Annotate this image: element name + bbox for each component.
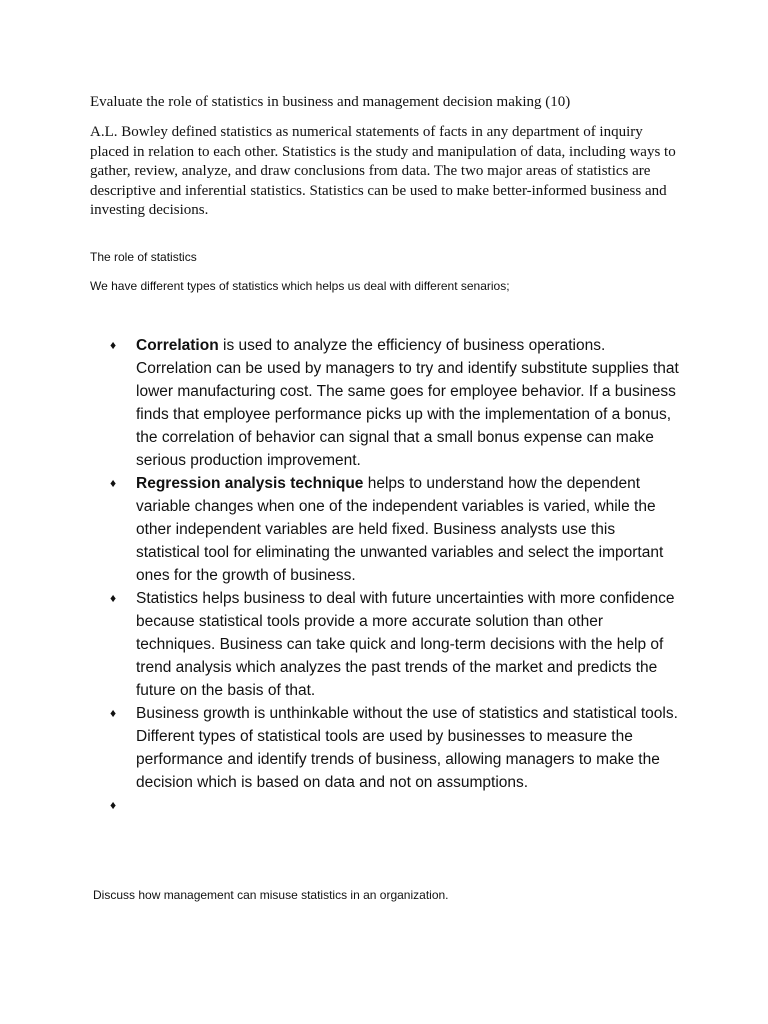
list-item <box>110 472 680 587</box>
question-heading: Evaluate the role of statistics in business and management decision making (10) <box>90 94 571 110</box>
bullet-text: is used to analyze the efficiency of business operations. Correlation can be used by managers to try and identify substitute supplies that lower manufacturing cost. The same goes for employee behavior. If a business finds that employee performance picks up with the implementation of a bonus, the correlation of behavior can signal that a small bonus expense can make serious production improvement. <box>136 337 679 469</box>
list-item <box>110 702 680 794</box>
bullet-text: helps to understand how the dependent variable changes when one of the independent variables is varied, while the other independent variables are held fixed. Business analysts use this statistical tool for eliminating the unwanted variables and select the important ones for the growth of business. <box>136 475 664 584</box>
bullet-term: Correlation <box>136 337 219 354</box>
types-of-statistics-line: We have different types of statistics which helps us deal with different senarios; <box>90 279 510 293</box>
bullet-text: Business growth is unthinkable without the use of statistics and statistical tools. Different types of statistical tools are used by businesses to measure the performance and identify trends of business, allowing managers to make the decision which is based on data and not on assumptions. <box>136 705 678 791</box>
misuse-question: Discuss how management can misuse statistics in an organization. <box>93 888 449 902</box>
statistics-bullet-list <box>110 334 680 817</box>
list-item <box>110 587 680 702</box>
list-item <box>110 334 680 472</box>
bullet-text: Statistics helps business to deal with future uncertainties with more confidence because statistical tools provide a more accurate solution than other techniques. Business can take quick and long-term decisions with the help of trend analysis which analyzes the past trends of the market and predicts the future on the basis of that. <box>136 590 675 699</box>
diamond-bullet-icon: ♦ <box>110 798 117 812</box>
diamond-bullet-icon: ♦ <box>110 706 117 720</box>
diamond-bullet-icon: ♦ <box>110 338 117 352</box>
diamond-bullet-icon: ♦ <box>110 476 117 490</box>
role-of-statistics-heading: The role of statistics <box>90 250 197 264</box>
list-item <box>110 794 680 817</box>
bullet-term: Regression analysis technique <box>136 475 364 492</box>
intro-paragraph: A.L. Bowley defined statistics as numerical statements of facts in any department of inquiry placed in relation to each other. Statistics is the study and manipulation of data, including ways to gather, review, analyze, and draw conclusions from data. The two major areas of statistics are descriptive and inferential statistics. Statistics can be used to make better-informed business and investing decisions. <box>90 124 676 218</box>
diamond-bullet-icon: ♦ <box>110 591 117 605</box>
